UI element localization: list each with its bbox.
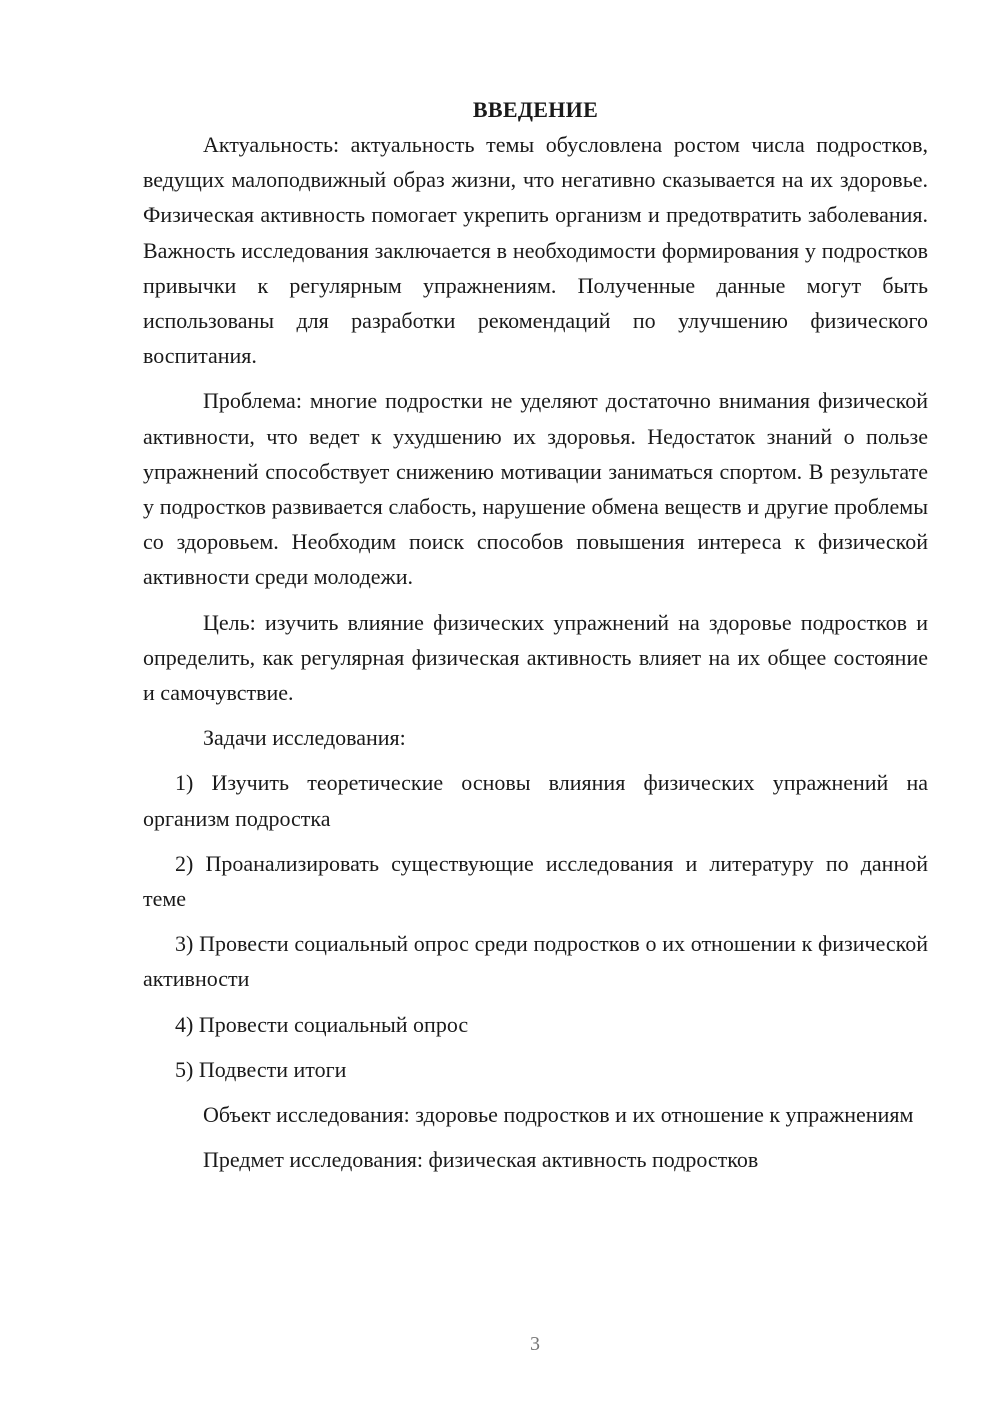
paragraph-relevance: Актуальность: актуальность темы обусловлена ростом числа подростков, ведущих малоподвижный образ жизни, что негативно сказывается на их здоровье. Физическая активность помогает укрепить организм и предотвратить заболевания. Важность исследования заключается в необходимости формирования у подростков привычки к регулярным упражнениям. Полученные данные могут быть использованы для разработки рекомендаций по улучшению физического воспитания. [143, 132, 928, 369]
page-number: 3 [530, 1333, 540, 1355]
task-item-4: 4) Провести социальный опрос [175, 1011, 469, 1037]
paragraph-goal: Цель: изучить влияние физических упражнений на здоровье подростков и определить, как регулярная физическая активность влияет на их общее состояние и самочувствие. [143, 609, 928, 706]
section-heading: ВВЕДЕНИЕ [472, 97, 599, 122]
paragraph-subject: Предмет исследования: физическая активность подростков [203, 1147, 759, 1173]
document-page [143, 92, 928, 1177]
paragraph-object: Объект исследования: здоровье подростков и их отношение к упражнениям [203, 1102, 914, 1128]
tasks-heading: Задачи исследования: [203, 725, 406, 751]
task-item-5: 5) Подвести итоги [175, 1056, 347, 1082]
paragraph-problem: Проблема: многие подростки не уделяют достаточно внимания физической активности, что ведет к ухудшению их здоровья. Недостаток знаний о пользе упражнений способствует снижению мотивации заниматься спортом. В результате у подростков развивается слабость, нарушение обмена веществ и другие проблемы со здоровьем. Необходим поиск способов повышения интереса к физической активности среди молодежи. [143, 388, 928, 590]
task-item-1: 1) Изучить теоретические основы влияния физических упражнений на организм подростка [143, 770, 928, 831]
task-item-3: 3) Провести социальный опрос среди подростков о их отношении к физической активности [143, 931, 928, 992]
task-item-2: 2) Проанализировать существующие исследования и литературу по данной теме [143, 850, 928, 912]
